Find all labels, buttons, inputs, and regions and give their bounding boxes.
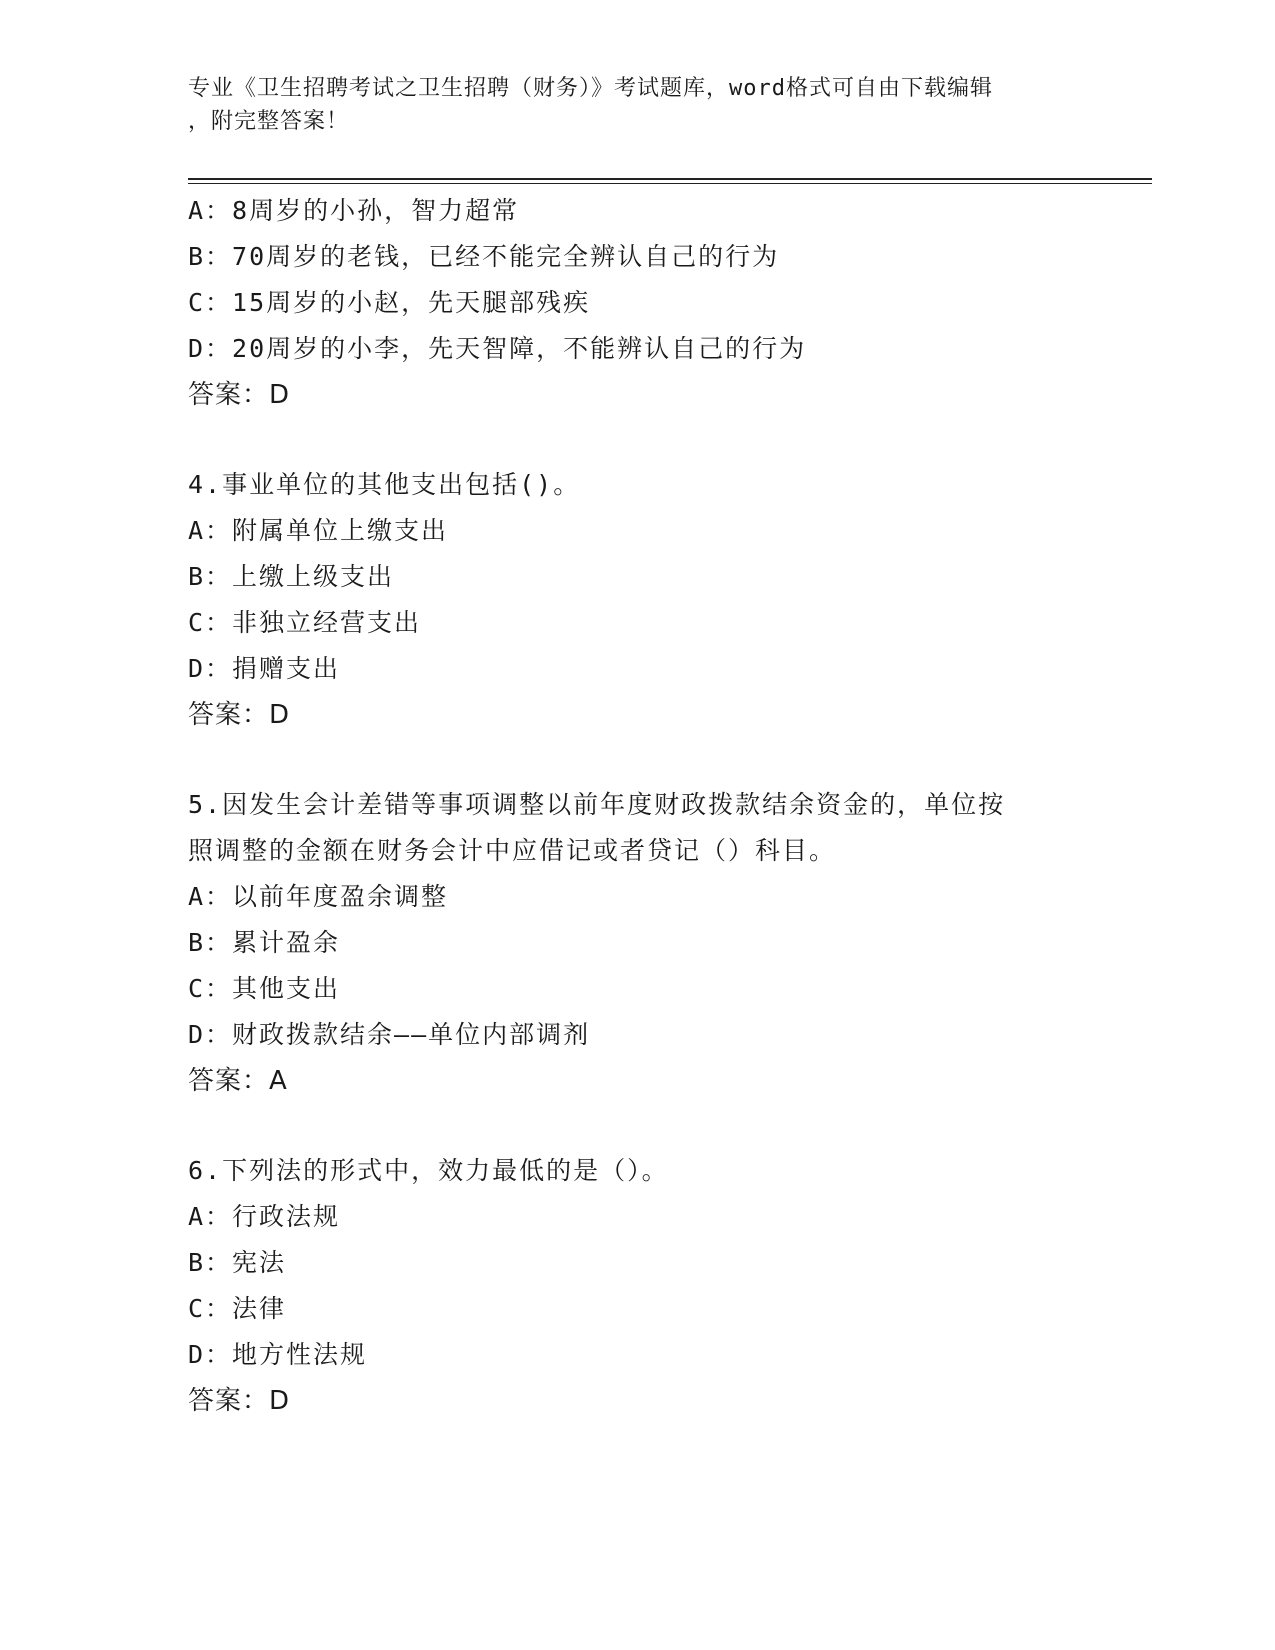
option-d: D：财政拨款结余——单位内部调剂 (188, 1020, 591, 1049)
option-a: A：附属单位上缴支出 (188, 516, 449, 545)
option-d: D：地方性法规 (188, 1340, 368, 1369)
question-stem: 6.下列法的形式中，效力最低的是（）。 (188, 1156, 669, 1185)
header-line-2: ，附完整答案！ (188, 109, 350, 134)
question-6 (188, 1148, 1088, 1424)
header-line-1: 专业《卫生招聘考试之卫生招聘（财务）》考试题库，word格式可自由下载编辑 (188, 76, 993, 101)
answer-line: 答案：D (188, 700, 291, 730)
option-b: B：上缴上级支出 (188, 562, 395, 591)
option-a: A：8周岁的小孙，智力超常 (188, 196, 520, 225)
option-c: C：法律 (188, 1294, 287, 1323)
option-c: C：其他支出 (188, 974, 341, 1003)
spacer (188, 1104, 1088, 1148)
spacer (188, 738, 1088, 782)
option-a: A：行政法规 (188, 1202, 341, 1231)
spacer (188, 418, 1088, 462)
question-stem-line-1: 5.因发生会计差错等事项调整以前年度财政拨款结余资金的，单位按 (188, 790, 1006, 819)
option-a: A：以前年度盈余调整 (188, 882, 449, 911)
question-5 (188, 782, 1088, 1104)
option-b: B：70周岁的老钱，已经不能完全辨认自己的行为 (188, 242, 780, 271)
header-divider-thick (188, 178, 1152, 180)
option-b: B：宪法 (188, 1248, 287, 1277)
answer-line: 答案：A (188, 1066, 288, 1096)
question-3 (188, 188, 1088, 418)
question-stem: 4.事业单位的其他支出包括()。 (188, 470, 581, 499)
option-c: C：非独立经营支出 (188, 608, 422, 637)
question-list (188, 188, 1088, 1424)
answer-line: 答案：D (188, 380, 291, 410)
option-d: D：20周岁的小李，先天智障，不能辨认自己的行为 (188, 334, 807, 363)
header-divider-thin (188, 183, 1152, 184)
question-stem-line-2: 照调整的金额在财务会计中应借记或者贷记（）科目。 (188, 836, 837, 865)
answer-line: 答案：D (188, 1386, 291, 1416)
option-c: C：15周岁的小赵，先天腿部残疾 (188, 288, 591, 317)
document-header (188, 72, 1088, 138)
option-d: D：捐赠支出 (188, 654, 341, 683)
question-4 (188, 462, 1088, 738)
option-b: B：累计盈余 (188, 928, 341, 957)
